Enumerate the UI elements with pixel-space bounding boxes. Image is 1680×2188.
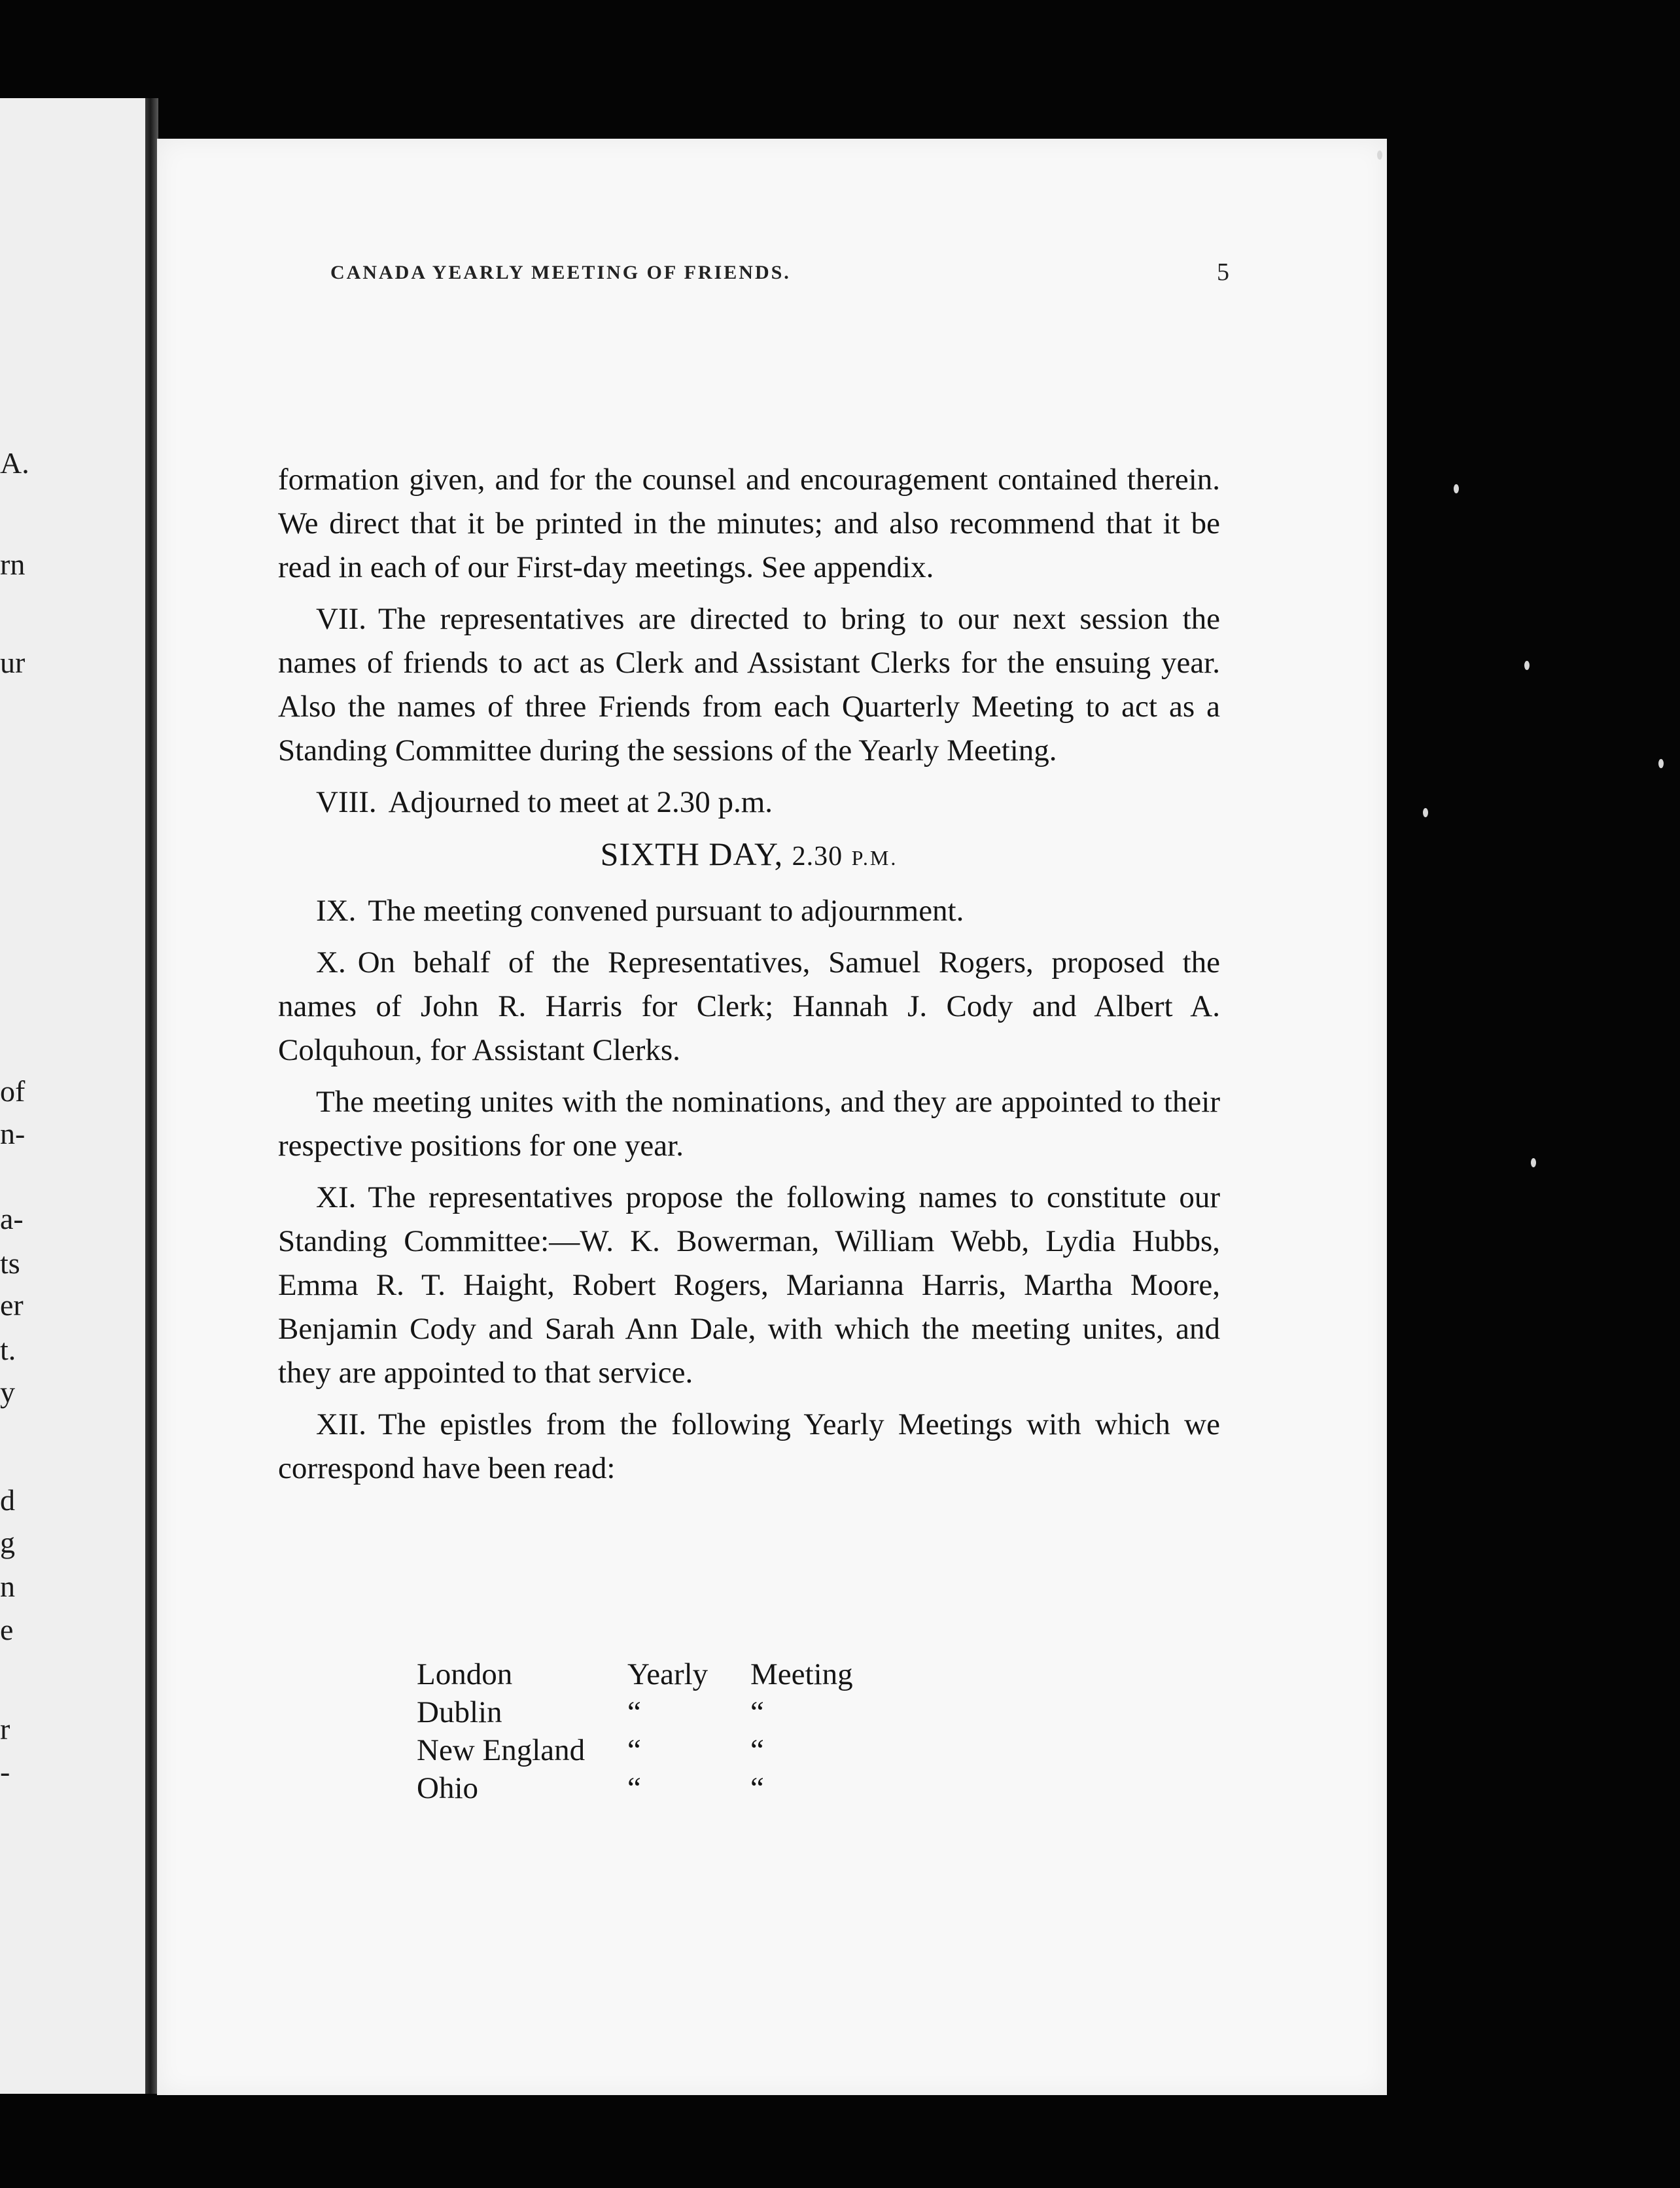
- paragraph-x-continued: The meeting unites with the nominations, and they are appointed to their respective positions for one year.: [278, 1085, 1220, 1163]
- left-page-fragment: t.: [0, 1333, 16, 1366]
- scan-speck: [1423, 808, 1428, 817]
- paragraph-number: XI.: [316, 1180, 357, 1214]
- paragraph-xii: [278, 1403, 1220, 1491]
- meeting-name: Dublin: [417, 1695, 502, 1729]
- paragraph-vii: [278, 597, 1220, 773]
- paragraph-text: The meeting convened pursuant to adjournment.: [368, 894, 964, 928]
- left-page-fragment: a-: [0, 1202, 24, 1235]
- meeting-name: New England: [417, 1733, 586, 1767]
- meeting-name: London: [417, 1657, 513, 1691]
- meeting-name: Ohio: [417, 1771, 478, 1805]
- page-number: 5: [1217, 258, 1229, 286]
- left-page-fragment: of: [0, 1074, 26, 1108]
- paragraph-number: XII.: [316, 1407, 366, 1441]
- left-page-edge: [0, 98, 152, 2094]
- scan-speck: [1658, 759, 1664, 768]
- meeting-col-2: Yearly: [627, 1657, 709, 1691]
- paragraph-x: [278, 941, 1220, 1072]
- ditto-mark: “: [750, 1733, 764, 1767]
- paragraph-number: IX.: [316, 894, 357, 928]
- scan-speck: [1524, 661, 1530, 670]
- paragraph-text: The representatives are directed to bring to our next session the names of friends to act as Clerk and Assistant Clerks for the ensuing year. Also the names of three Friends from each Quarterly Meeting to act as a Standing Committee during the sessions of the Yearly Meeting.: [278, 602, 1220, 768]
- left-page-fragment: ts: [0, 1246, 20, 1280]
- left-page-fragment: ur: [0, 646, 26, 679]
- paragraph-number: VIII.: [316, 785, 377, 819]
- ditto-mark: “: [627, 1695, 641, 1729]
- left-page-fragment: y: [0, 1375, 15, 1409]
- ditto-mark: “: [627, 1771, 641, 1805]
- ditto-mark: “: [750, 1695, 764, 1729]
- ditto-mark: “: [627, 1733, 641, 1767]
- left-page-fragment: -: [0, 1755, 10, 1788]
- left-page-fragment: er: [0, 1288, 24, 1322]
- left-page-fragment: d: [0, 1483, 15, 1517]
- paragraph-viii: [278, 781, 1220, 824]
- book-gutter: [145, 98, 158, 2094]
- left-page-fragment: n-: [0, 1117, 26, 1150]
- section-heading: [278, 832, 1220, 880]
- scan-speck: [1454, 484, 1459, 493]
- paragraph-xi: [278, 1176, 1220, 1395]
- left-page-fragment: rn: [0, 548, 26, 581]
- scan-speck: [1377, 150, 1382, 160]
- heading-time: 2.30: [792, 841, 843, 872]
- paragraph-text: The epistles from the following Yearly Meetings with which we correspond have been read:: [278, 1407, 1220, 1485]
- heading-ampm: P.M.: [851, 846, 898, 870]
- ditto-mark: “: [750, 1771, 764, 1805]
- page-body: [278, 458, 1220, 1498]
- paragraph-number: X.: [316, 945, 346, 979]
- running-head: CANADA YEARLY MEETING OF FRIENDS.: [330, 262, 791, 283]
- left-page-fragment: n: [0, 1570, 15, 1603]
- paragraph-text: On behalf of the Representatives, Samuel Rogers, proposed the names of John R. Harris for Clerk; Hannah J. Cody and Albert A. Colquhoun, for Assistant Clerks.: [278, 945, 1220, 1067]
- paragraph-text: Adjourned to meet at 2.30 p.m.: [388, 785, 773, 819]
- left-page-fragment: A.: [0, 446, 29, 480]
- meeting-col-3: Meeting: [750, 1657, 853, 1691]
- paragraph-text: The representatives propose the following names to constitute our Standing Committee:—W. K. Bowerman, William Webb, Lydia Hubbs, Emma R. T. Haight, Robert Rogers, Marianna Harris, Martha Moore, Benjamin Cody and Sarah Ann Dale, with which the meeting unites, and they are appointed to that service.: [278, 1180, 1220, 1390]
- scan-speck: [1531, 1158, 1536, 1167]
- heading-day: SIXTH DAY,: [600, 836, 784, 872]
- paragraph-continuation: formation given, and for the counsel and encouragement contained therein. We direct that it be printed in the minutes; and also recommend that it be read in each of our First-day meetings. See appendix.: [278, 463, 1220, 584]
- paragraph-number: VII.: [316, 602, 366, 636]
- left-page-fragment: r: [0, 1712, 10, 1746]
- left-page-fragment: g: [0, 1526, 15, 1559]
- paragraph-ix: [278, 889, 1220, 933]
- left-page-fragment: e: [0, 1613, 14, 1646]
